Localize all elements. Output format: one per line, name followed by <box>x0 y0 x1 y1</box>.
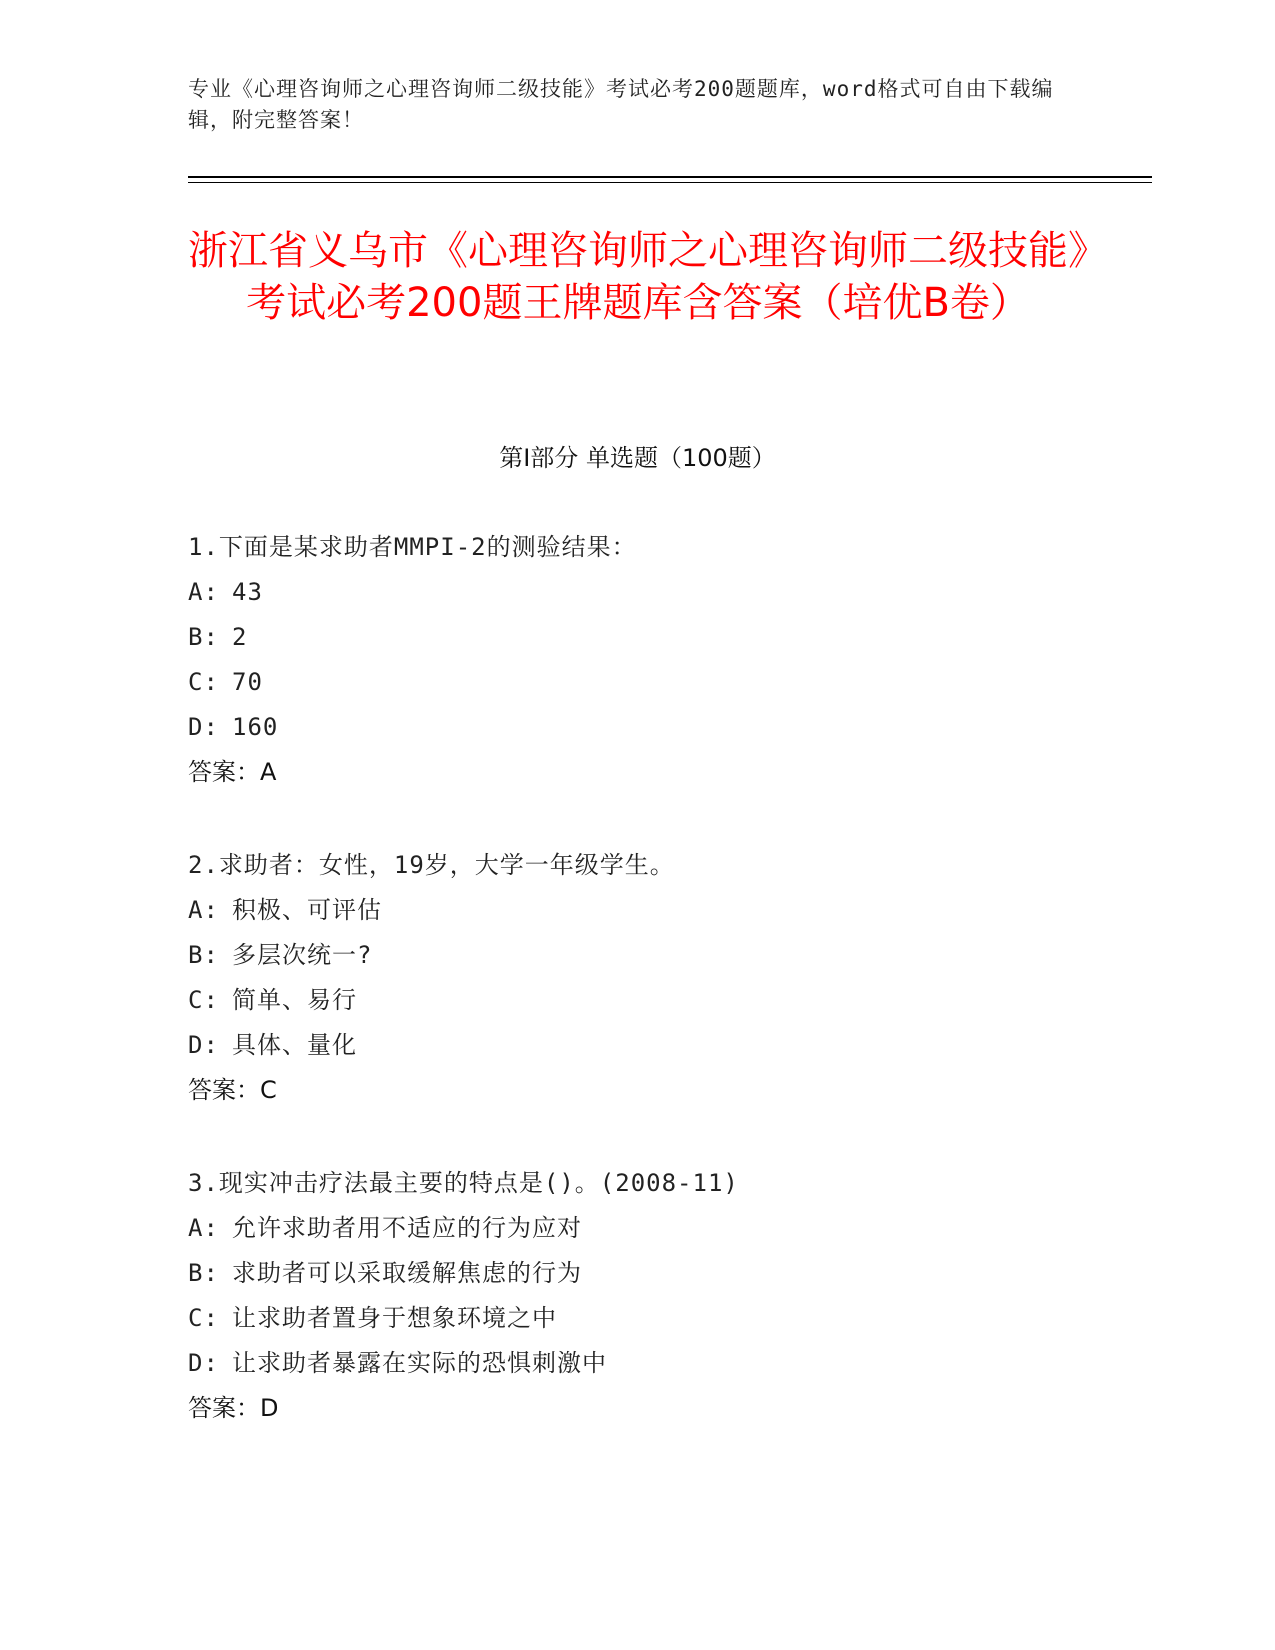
question-text: 3.现实冲击疗法最主要的特点是()。(2008-11) <box>188 1169 739 1197</box>
option-label: A: <box>188 578 219 606</box>
header-divider-thin <box>188 182 1152 183</box>
answer-line: 答案：A <box>188 758 277 786</box>
header-divider <box>188 176 1152 178</box>
option-text: 简单、易行 <box>232 986 357 1014</box>
option-d <box>188 1023 1088 1068</box>
option-b <box>188 1251 1088 1296</box>
option-c <box>188 978 1088 1023</box>
option-d <box>188 705 1088 750</box>
option-text: 160 <box>232 713 279 741</box>
option-a <box>188 888 1088 933</box>
option-text: 2 <box>232 623 248 651</box>
option-c <box>188 660 1088 705</box>
option-text: 求助者可以采取缓解焦虑的行为 <box>232 1259 582 1287</box>
section-heading: 第Ⅰ部分 单选题（100题） <box>499 444 776 472</box>
option-a <box>188 570 1088 615</box>
option-label: D: <box>188 713 219 741</box>
option-label: B: <box>188 1259 219 1287</box>
question-block <box>188 1161 1088 1431</box>
option-label: D: <box>188 1031 219 1059</box>
answer-line: 答案：C <box>188 1076 277 1104</box>
option-text: 70 <box>232 668 263 696</box>
question-block <box>188 525 1088 795</box>
option-text: 具体、量化 <box>232 1031 357 1059</box>
option-label: C: <box>188 1304 219 1332</box>
option-text: 允许求助者用不适应的行为应对 <box>232 1214 582 1242</box>
option-c <box>188 1296 1088 1341</box>
question-text: 2.求助者：女性，19岁，大学一年级学生。 <box>188 851 675 879</box>
option-text: 让求助者置身于想象环境之中 <box>232 1304 557 1332</box>
option-label: A: <box>188 896 219 924</box>
option-label: C: <box>188 986 219 1014</box>
option-text: 43 <box>232 578 263 606</box>
question-block <box>188 843 1088 1113</box>
option-text: 积极、可评估 <box>232 896 382 924</box>
header-note: 专业《心理咨询师之心理咨询师二级技能》考试必考200题题库，word格式可自由下载编辑，附完整答案！ <box>188 77 1054 132</box>
option-text: 多层次统一? <box>232 941 373 969</box>
option-label: B: <box>188 623 219 651</box>
option-text: 让求助者暴露在实际的恐惧刺激中 <box>232 1349 607 1377</box>
option-label: A: <box>188 1214 219 1242</box>
answer-line: 答案：D <box>188 1394 279 1422</box>
option-label: D: <box>188 1349 219 1377</box>
option-b <box>188 933 1088 978</box>
document-title: 浙江省义乌市《心理咨询师之心理咨询师二级技能》考试必考200题王牌题库含答案（培优B卷） <box>188 228 1088 326</box>
option-a <box>188 1206 1088 1251</box>
option-label: C: <box>188 668 219 696</box>
question-text: 1.下面是某求助者MMPI-2的测验结果： <box>188 533 637 561</box>
option-label: B: <box>188 941 219 969</box>
option-b <box>188 615 1088 660</box>
option-d <box>188 1341 1088 1386</box>
